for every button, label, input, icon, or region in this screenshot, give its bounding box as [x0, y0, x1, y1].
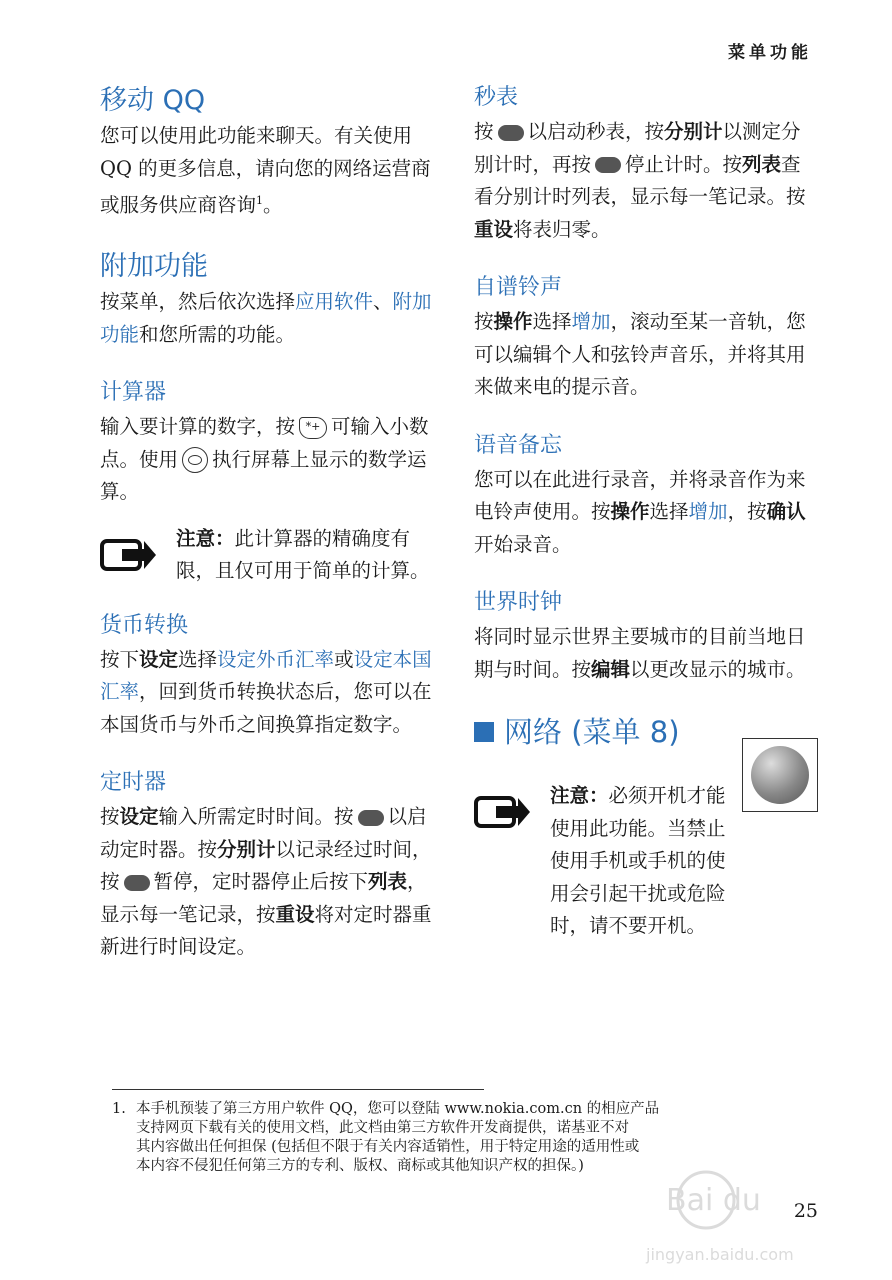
- page-header: 菜单功能: [728, 43, 812, 63]
- link-add-memo[interactable]: 增加: [688, 500, 728, 523]
- globe-icon: [751, 746, 809, 804]
- section-timer: [100, 767, 440, 964]
- heading-calculator: 计算器: [100, 380, 167, 405]
- section-mobile-qq: [100, 82, 440, 222]
- heading-ringtone: 自谱铃声: [474, 275, 563, 300]
- svg-text:Bai du: Bai du: [666, 1183, 761, 1218]
- selection-key-icon: [595, 157, 621, 173]
- right-column: [474, 82, 814, 965]
- network-globe-image: [742, 738, 818, 812]
- heading-network: 网络 (菜单 8): [474, 712, 814, 752]
- heading-mobile-qq: 移动 QQ: [100, 85, 206, 116]
- link-addon[interactable]: 附加功能: [100, 290, 432, 346]
- timer-text: 按设定输入所需定时时间。按 以启动定时器。按分别计以记录经过时间，按 暂停，定时器停止后按下列表，显示每一笔记录，按重设将对定时器重新进行时间设定。: [100, 805, 432, 958]
- heading-stopwatch: 秒表: [474, 85, 519, 110]
- calculator-note: 注意：此计算器的精确度有限，且仅可用于简单的计算。: [100, 523, 440, 588]
- selection-key-icon: [358, 810, 384, 826]
- heading-currency: 货币转换: [100, 612, 189, 638]
- section-voice-memo: [474, 430, 814, 562]
- navi-key-icon: [182, 447, 208, 473]
- section-calculator: [100, 377, 440, 509]
- left-column: [100, 82, 440, 990]
- link-apps[interactable]: 应用软件: [295, 290, 374, 313]
- note-hand-icon: [100, 531, 158, 575]
- section-ringtone: [474, 272, 814, 404]
- heading-timer: 定时器: [100, 770, 167, 795]
- network-note: 注意：必须开机才能使用此功能。当禁止使用手机或手机的使用会引起干扰或危险时，请不要开机。: [474, 780, 814, 943]
- link-home-rate[interactable]: 设定本国汇率: [100, 647, 432, 703]
- square-bullet-icon: [474, 722, 494, 742]
- link-foreign-rate[interactable]: 设定外币汇率: [217, 647, 335, 671]
- footnote: 1. 本手机预装了第三方用户软件 QQ，您可以登陆 www.nokia.com.cn 的相应产品 支持网页下载有关的使用文档，此文档由第三方软件开发商提供，诺基亚不对 其内容做出任何担保 (包括但不限于有关内容适销性，用于特定用途的适用性或 本内容不侵犯任何第三方的专利、版权、商标或其他知识产权的担保。): [112, 1101, 660, 1174]
- heading-world-clock: 世界时钟: [474, 590, 563, 615]
- section-world-clock: [474, 587, 814, 686]
- page-number: 25: [793, 1200, 818, 1222]
- note-hand-icon: [474, 788, 532, 832]
- section-addon: [100, 248, 440, 351]
- star-key-icon: *+: [299, 417, 327, 439]
- section-currency: [100, 610, 440, 742]
- footnote-ref: 1: [256, 194, 264, 207]
- heading-addon: 附加功能: [100, 251, 208, 282]
- selection-key-icon: [124, 875, 150, 891]
- currency-text: 按下设定选择设定外币汇率或设定本国汇率，回到货币转换状态后，您可以在本国货币与外币之间换算指定数字。: [100, 647, 432, 736]
- mobile-qq-text: 您可以使用此功能来聊天。有关使用 QQ 的更多信息，请向您的网络运营商或服务供应商咨询$^1$。: [100, 124, 431, 217]
- stopwatch-text: 按 以启动秒表，按分别计以测定分别计时，再按 停止计时。按列表查看分别计时列表，显示每一笔记录。按重设将表归零。: [474, 120, 806, 241]
- svg-text:jingyan.baidu.com: jingyan.baidu.com: [646, 1245, 794, 1264]
- ringtone-text: 按操作选择增加，滚动至某一音轨，您可以编辑个人和弦铃声音乐，并将其用来做来电的提示音。: [474, 310, 806, 398]
- addon-text: 按菜单，然后依次选择应用软件、附加功能和您所需的功能。: [100, 290, 432, 346]
- calculator-text: 输入要计算的数字，按 *+ 可输入小数点。使用 执行屏幕上显示的数学运算。: [100, 415, 429, 503]
- watermark-logo: [636, 1160, 816, 1270]
- link-add-ringtone[interactable]: 增加: [571, 310, 611, 333]
- selection-key-icon: [498, 125, 524, 141]
- voice-memo-text: 您可以在此进行录音，并将录音作为来电铃声使用。按操作选择增加，按确认开始录音。: [474, 467, 806, 556]
- heading-voice-memo: 语音备忘: [474, 432, 563, 458]
- footnote-divider: [112, 1089, 484, 1090]
- section-stopwatch: [474, 82, 814, 246]
- world-clock-text: 将同时显示世界主要城市的目前当地日期与时间。按编辑以更改显示的城市。: [474, 625, 806, 681]
